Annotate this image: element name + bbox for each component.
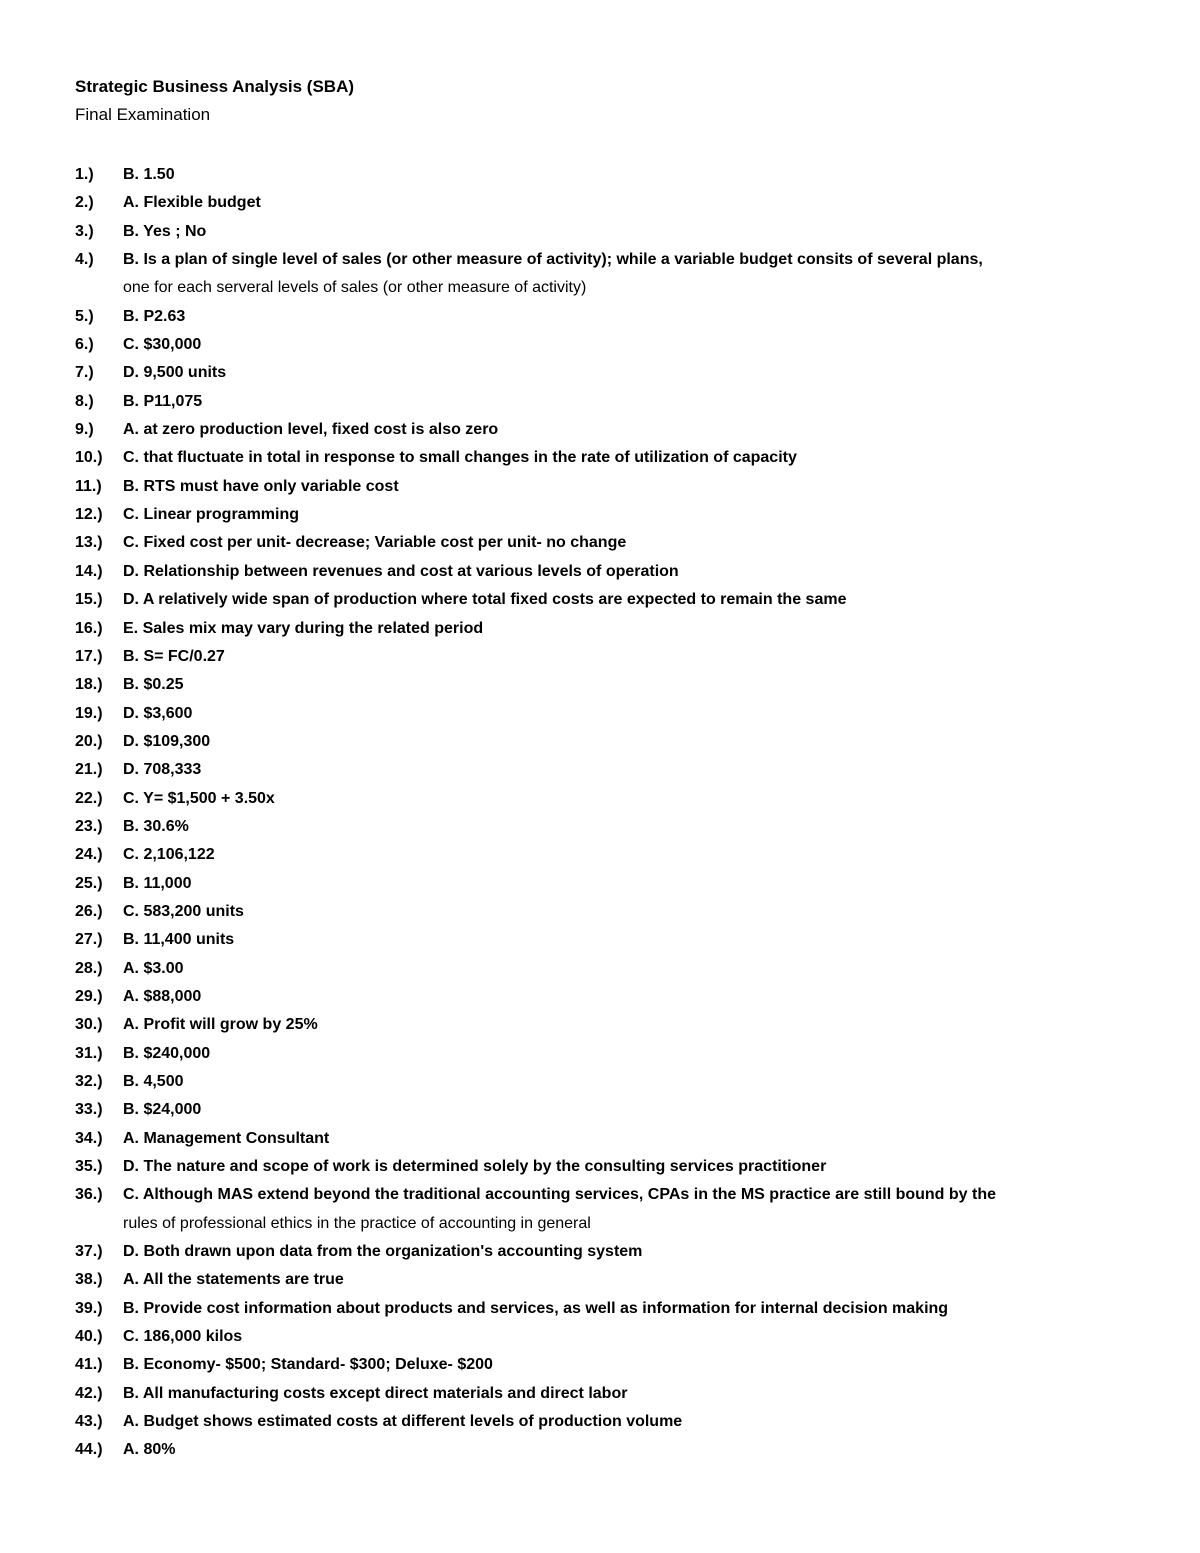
answer-text-block [123, 1323, 1135, 1351]
answer-number: 29.) [75, 987, 103, 1005]
answer-item [75, 756, 1135, 784]
answer-item [75, 870, 1135, 898]
answer-text-block [123, 671, 1135, 699]
answer-text: B. 4,500 [123, 1073, 184, 1090]
answer-text: E. Sales mix may vary during the related period [123, 619, 484, 637]
answer-number: 26.) [75, 902, 103, 920]
answer-text-block [123, 1181, 1135, 1238]
answer-text: D. A relatively wide span of production where total fixed costs are expected to remain the same [123, 591, 847, 609]
answer-text-block [123, 1153, 1135, 1181]
answer-text-block [123, 586, 1135, 614]
answer-item [75, 218, 1135, 246]
answer-number: 5.) [75, 307, 94, 325]
answer-text: B. Provide cost information about products and services, as well as information for internal decision making [123, 1299, 949, 1317]
answer-number: 17.) [75, 647, 103, 665]
answer-item [75, 643, 1135, 671]
answer-item [75, 246, 1135, 303]
answer-text: A. Management Consultant [123, 1129, 330, 1147]
answer-number: 40.) [75, 1328, 103, 1346]
answer-item [75, 700, 1135, 728]
answer-text: B. $240,000 [123, 1044, 211, 1062]
answer-text: B. 11,000 [123, 874, 192, 892]
answer-number: 23.) [75, 817, 103, 835]
answer-text: A. Budget shows estimated costs at different levels of production volume [123, 1413, 683, 1431]
answer-text: B. P2.63 [123, 307, 186, 325]
answer-number: 1.) [75, 166, 94, 183]
answer-text: B. Is a plan of single level of sales (or other measure of activity); while a variable budget consits of several plans, [123, 251, 983, 269]
answer-number: 33.) [75, 1101, 103, 1119]
answer-number: 20.) [75, 732, 103, 750]
answer-number: 15.) [75, 591, 103, 609]
answer-text: C. Fixed cost per unit- decrease; Variable cost per unit- no change [123, 534, 627, 552]
answer-item [75, 1380, 1135, 1408]
answer-text: D. Both drawn upon data from the organization's accounting system [123, 1243, 643, 1261]
answer-item [75, 501, 1135, 529]
answer-text-block [123, 643, 1135, 671]
answer-text-block [123, 926, 1135, 954]
answer-number: 10.) [75, 449, 103, 467]
answer-text-block [123, 756, 1135, 784]
answer-number: 41.) [75, 1356, 103, 1374]
answer-text-block [123, 898, 1135, 926]
answer-text-block [123, 416, 1135, 444]
answer-item [75, 955, 1135, 983]
answer-number: 44.) [75, 1441, 103, 1459]
answer-number: 32.) [75, 1073, 103, 1090]
answer-text-block [123, 303, 1135, 331]
answer-text-block [123, 529, 1135, 557]
answer-item [75, 1011, 1135, 1039]
answer-text: B. All manufacturing costs except direct materials and direct labor [123, 1384, 628, 1402]
answer-number: 37.) [75, 1243, 103, 1261]
answer-number: 42.) [75, 1384, 103, 1402]
answer-number: 12.) [75, 506, 103, 524]
answer-number: 43.) [75, 1413, 103, 1431]
answer-number: 39.) [75, 1299, 103, 1317]
answer-number: 21.) [75, 761, 103, 779]
answer-text: B. S= FC/0.27 [123, 647, 225, 665]
answer-text-block [123, 1125, 1135, 1153]
answer-item [75, 303, 1135, 331]
answer-text: C. that fluctuate in total in response to small changes in the rate of utilization of capacity [123, 449, 797, 467]
answer-number: 24.) [75, 846, 103, 864]
answer-text-block [123, 615, 1135, 643]
answer-text: A. $3.00 [123, 959, 184, 977]
answer-item [75, 586, 1135, 614]
answer-number: 3.) [75, 222, 94, 240]
answer-number: 28.) [75, 959, 103, 977]
answer-text: A. $88,000 [123, 987, 202, 1005]
answer-number: 19.) [75, 704, 103, 722]
answer-text-block [123, 1380, 1135, 1408]
answer-text: C. Y= $1,500 + 3.50x [123, 789, 275, 807]
answer-item [75, 1323, 1135, 1351]
answer-number: 30.) [75, 1016, 103, 1034]
answer-item [75, 1040, 1135, 1068]
answer-text-block [123, 728, 1135, 756]
answer-text-block [123, 558, 1135, 586]
answer-text: A. Profit will grow by 25% [123, 1016, 318, 1034]
answer-number: 9.) [75, 421, 94, 439]
answer-text: B. P11,075 [123, 392, 203, 410]
answer-item [75, 1436, 1135, 1464]
answer-number: 16.) [75, 619, 103, 637]
answer-text-block [123, 189, 1135, 217]
answer-text: A. at zero production level, fixed cost is also zero [123, 421, 499, 439]
answer-text: C. 583,200 units [123, 902, 244, 920]
answer-text-block [123, 955, 1135, 983]
answer-item [75, 359, 1135, 387]
answer-number: 13.) [75, 534, 103, 552]
answer-number: 18.) [75, 676, 103, 694]
answer-text-block [123, 246, 1135, 303]
answer-item [75, 1181, 1135, 1238]
answer-item [75, 558, 1135, 586]
answer-item [75, 1153, 1135, 1181]
answer-text: A. All the statements are true [123, 1271, 344, 1289]
answer-list [75, 161, 1135, 1465]
answer-text: C. 186,000 kilos [123, 1328, 243, 1346]
answer-text-block [123, 331, 1135, 359]
answer-text-block [123, 161, 1135, 189]
answer-text-block [123, 1011, 1135, 1039]
answer-text-block [123, 1238, 1135, 1266]
answer-text: D. Relationship between revenues and cost at various levels of operation [123, 562, 679, 580]
answer-number: 22.) [75, 789, 103, 807]
answer-number: 7.) [75, 364, 94, 382]
answer-text-block [123, 1295, 1135, 1323]
answer-item [75, 1295, 1135, 1323]
answer-text: D. The nature and scope of work is determined solely by the consulting services practitioner [123, 1158, 827, 1176]
answer-text: B. 1.50 [123, 166, 175, 183]
answer-text-block [123, 1408, 1135, 1436]
answer-text: B. $0.25 [123, 676, 184, 694]
answer-text-block [123, 388, 1135, 416]
answer-number: 8.) [75, 392, 94, 410]
answer-item [75, 1125, 1135, 1153]
answer-text-block [123, 444, 1135, 472]
answer-item [75, 898, 1135, 926]
answer-text: D. $109,300 [123, 732, 211, 750]
answer-item [75, 785, 1135, 813]
answer-number: 14.) [75, 562, 103, 580]
answer-number: 27.) [75, 931, 103, 949]
answer-item [75, 416, 1135, 444]
answer-text-block [123, 501, 1135, 529]
answer-text: B. $24,000 [123, 1101, 202, 1119]
answer-text-block [123, 785, 1135, 813]
answer-text-block [123, 1351, 1135, 1379]
answer-item [75, 813, 1135, 841]
answer-text-block [123, 1040, 1135, 1068]
answer-text: C. Linear programming [123, 506, 300, 524]
answer-item [75, 671, 1135, 699]
answer-item [75, 161, 1135, 189]
answer-number: 34.) [75, 1129, 103, 1147]
answer-text: C. Although MAS extend beyond the traditional accounting services, CPAs in the MS practice are still bound by the [123, 1186, 997, 1204]
answer-item [75, 529, 1135, 557]
answer-text-block [123, 218, 1135, 246]
answer-text: C. $30,000 [123, 336, 202, 354]
answer-item [75, 1266, 1135, 1294]
answer-item [75, 926, 1135, 954]
answer-text-block [123, 473, 1135, 501]
answer-text-block [123, 1266, 1135, 1294]
answer-text: B. Yes ; No [123, 222, 207, 240]
answer-text-block [123, 841, 1135, 869]
answer-text-continuation: one for each serveral levels of sales (or other measure of activity) [123, 279, 587, 297]
answer-number: 25.) [75, 874, 103, 892]
answer-item [75, 983, 1135, 1011]
answer-item [75, 615, 1135, 643]
document-subtitle: Final Examination [75, 105, 211, 124]
answer-item [75, 1238, 1135, 1266]
answer-number: 36.) [75, 1186, 103, 1204]
answer-text: B. 30.6% [123, 817, 189, 835]
answer-number: 11.) [75, 477, 102, 495]
answer-text-block [123, 1096, 1135, 1124]
answer-text: C. 2,106,122 [123, 846, 215, 864]
answer-number: 6.) [75, 336, 94, 354]
answer-item [75, 388, 1135, 416]
answer-item [75, 444, 1135, 472]
answer-number: 35.) [75, 1158, 103, 1176]
answer-text-block [123, 700, 1135, 728]
answer-item [75, 189, 1135, 217]
answer-text: D. $3,600 [123, 704, 193, 722]
answer-text-block [123, 1068, 1135, 1096]
answer-text: D. 708,333 [123, 761, 202, 779]
answer-number: 38.) [75, 1271, 103, 1289]
answer-number: 4.) [75, 251, 94, 269]
answer-text-block [123, 359, 1135, 387]
answer-text-block [123, 813, 1135, 841]
answer-text: A. Flexible budget [123, 194, 261, 212]
answer-text-block [123, 983, 1135, 1011]
answer-item [75, 473, 1135, 501]
answer-text: B. RTS must have only variable cost [123, 477, 399, 495]
answer-text: D. 9,500 units [123, 364, 227, 382]
answer-item [75, 1351, 1135, 1379]
answer-item [75, 1096, 1135, 1124]
document-title: Strategic Business Analysis (SBA) [75, 77, 355, 96]
answer-text-continuation: rules of professional ethics in the practice of accounting in general [123, 1214, 591, 1232]
answer-item [75, 1408, 1135, 1436]
answer-text-block [123, 1436, 1135, 1464]
answer-item [75, 1068, 1135, 1096]
answer-item [75, 331, 1135, 359]
answer-text: A. 80% [123, 1441, 176, 1459]
answer-text: B. Economy- $500; Standard- $300; Deluxe- $200 [123, 1356, 493, 1374]
answer-number: 31.) [75, 1044, 103, 1062]
answer-text-block [123, 870, 1135, 898]
answer-text: B. 11,400 units [123, 931, 235, 949]
answer-item [75, 841, 1135, 869]
answer-number: 2.) [75, 194, 94, 212]
answer-item [75, 728, 1135, 756]
